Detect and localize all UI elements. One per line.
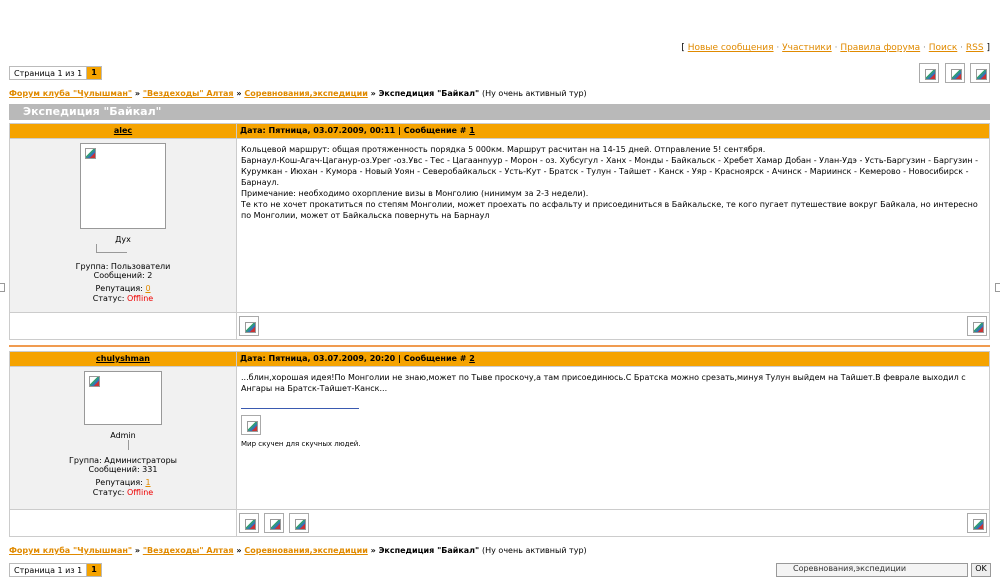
status-label: Статус: xyxy=(92,488,125,497)
nav-sep: · xyxy=(834,43,838,53)
broken-image-icon xyxy=(973,322,984,333)
breadcrumb-bottom xyxy=(9,546,587,555)
nav-new-messages-link[interactable]: Новые сообщения xyxy=(687,43,774,53)
pager-label: Страница 1 из 1 xyxy=(14,68,83,78)
nav-sep: · xyxy=(960,43,964,53)
broken-image-icon xyxy=(295,519,306,530)
website-button[interactable] xyxy=(289,513,309,533)
post-footer-left xyxy=(10,510,237,537)
avatar xyxy=(84,371,162,425)
status-value: Offline xyxy=(126,488,154,497)
user-info-panel xyxy=(10,367,237,510)
pager-top xyxy=(9,66,102,80)
post-date: Дата: Пятница, 03.07.2009, 20:20 xyxy=(240,354,396,363)
breadcrumb xyxy=(9,89,587,98)
user-group: Группа: Администраторы xyxy=(69,456,177,465)
status-label: Статус: xyxy=(92,294,125,303)
broken-image-icon xyxy=(85,148,96,159)
forum-jump-value: Соревнования,экспедиции xyxy=(793,564,907,573)
rank-image xyxy=(128,440,139,450)
pager-current-page[interactable]: 1 xyxy=(86,564,101,576)
post-footer-left xyxy=(10,313,237,340)
breadcrumb-current: Экспедиция "Байкал" xyxy=(378,546,480,555)
breadcrumb-subforum-link[interactable]: Соревнования,экспедиции xyxy=(244,546,368,555)
forum-jump-ok-button[interactable]: OK xyxy=(971,563,991,577)
signature-text: Мир скучен для скучных людей. xyxy=(241,440,361,448)
broken-image-icon xyxy=(247,421,258,432)
left-edge-handle xyxy=(0,283,5,292)
breadcrumb-sep: » xyxy=(236,546,242,555)
post-number-label: Сообщение # xyxy=(403,126,467,135)
post-date-cell: Дата: Пятница, 03.07.2009, 20:20 | Сообщение # 2 xyxy=(237,352,990,367)
post-separator xyxy=(9,345,990,347)
forum-jump-select[interactable] xyxy=(776,563,968,577)
post-date-cell: Дата: Пятница, 03.07.2009, 00:11 | Сообщение # 1 xyxy=(237,124,990,139)
nav-search-link[interactable]: Поиск xyxy=(928,43,958,53)
new-poll-button[interactable] xyxy=(945,63,965,83)
profile-button[interactable] xyxy=(239,513,259,533)
user-info-panel xyxy=(10,139,237,313)
broken-image-icon xyxy=(270,519,281,530)
pager-current-page[interactable]: 1 xyxy=(86,67,101,79)
broken-image-icon xyxy=(973,519,984,530)
avatar xyxy=(80,143,166,229)
pager-bottom xyxy=(9,563,102,577)
post-text-line: Барнаул-Кош-Агач-Цаганур-оз.Урег -оз.Увс - Тес - Цагаанnуур - Морон - оз. Хубсугул - Ханх - Монды - Байкальск - Хребет Хамар Добан - Улан-Удэ - Усть-Баргузин - Баргузин - Курумкан - Июхан - Кумора - Новый Уоян - Северобайкальск - Усть-Кут - Братск - Тулун - Тайшет - Канск - Уяр - Красноярск - Ачинск - Мариинск - Кемерово - Новосибирск - Барнаул. xyxy=(241,156,979,187)
post-1 xyxy=(9,123,990,340)
rank-image xyxy=(96,244,127,253)
post-text-line: Примечание: необходимо охорпление визы в Монголию (нинимум за 2-3 недели). xyxy=(241,189,589,198)
post-2 xyxy=(9,351,990,537)
right-edge-handle xyxy=(995,283,1000,292)
user-message-count: Сообщений: 331 xyxy=(88,465,158,474)
pager-label: Страница 1 из 1 xyxy=(14,565,83,575)
breadcrumb-section-link[interactable]: "Вездеходы" Алтая xyxy=(142,89,234,98)
breadcrumb-sep: » xyxy=(236,89,242,98)
breadcrumb-subforum-link[interactable]: Соревнования,экспедиции xyxy=(244,89,368,98)
breadcrumb-sep: » xyxy=(134,546,141,555)
topic-title-bar xyxy=(9,104,990,120)
post-author-cell xyxy=(10,352,237,367)
breadcrumb-description: (Ну очень активный тур) xyxy=(482,89,587,98)
breadcrumb-sep: » xyxy=(370,546,376,555)
reputation-link[interactable]: 1 xyxy=(145,478,151,487)
signature-divider xyxy=(241,408,359,409)
pm-button[interactable] xyxy=(264,513,284,533)
post-number-label: Сообщение # xyxy=(403,354,467,363)
post-body xyxy=(237,367,990,510)
broken-image-icon xyxy=(245,519,256,530)
broken-image-icon xyxy=(951,69,962,80)
post-footer-right xyxy=(237,313,990,340)
user-group: Группа: Пользователи xyxy=(75,262,171,271)
signature-image xyxy=(241,415,261,435)
breadcrumb-section-link[interactable]: "Вездеходы" Алтая xyxy=(142,546,234,555)
reply-button[interactable] xyxy=(970,63,990,83)
profile-button[interactable] xyxy=(239,316,259,336)
post-number-link[interactable]: 2 xyxy=(469,354,475,363)
reputation-link[interactable]: 0 xyxy=(145,284,151,293)
nav-bracket-close: ] xyxy=(986,43,990,53)
nav-rules-link[interactable]: Правила форума xyxy=(840,43,921,53)
nav-bracket-open: [ xyxy=(681,43,685,53)
post-text-line: Те кто не хочет прокатиться по степям Монголии, может проехать по асфальту и присоединиться в Байкальске, те кого пугает путешествие вокруг Байкала, но интересно по Монголии, может от Байкальска повернуть на Барнаул xyxy=(241,200,978,220)
post-number-link[interactable]: 1 xyxy=(469,126,475,135)
broken-image-icon xyxy=(89,376,100,387)
quote-button[interactable] xyxy=(967,513,987,533)
user-rank: Дух xyxy=(115,235,131,244)
broken-image-icon xyxy=(245,322,256,333)
post-author-cell xyxy=(10,124,237,139)
breadcrumb-sep: » xyxy=(134,89,141,98)
new-topic-button[interactable] xyxy=(919,63,939,83)
breadcrumb-description: (Ну очень активный тур) xyxy=(482,546,587,555)
broken-image-icon xyxy=(925,69,936,80)
post-author-link[interactable]: alec xyxy=(113,126,133,135)
reputation-label: Репутация: xyxy=(95,284,143,293)
broken-image-icon xyxy=(976,69,987,80)
post-text-line: ...блин,хорошая идея!По Монголии не знаю,может по Тыве проскочу,а там присоединюсь.С Братска можно срезать,минуя Тулун выйдем на Тайшет.В феврале выходил с Ангары на Братск-Тайшет-Канск... xyxy=(241,373,966,393)
post-footer-right xyxy=(237,510,990,537)
nav-sep: · xyxy=(776,43,780,53)
topic-title: Экспедиция "Байкал" xyxy=(23,105,162,118)
breadcrumb-sep: » xyxy=(370,89,376,98)
post-author-link[interactable]: chulyshman xyxy=(96,354,150,363)
top-navigation xyxy=(681,43,990,53)
user-rank: Admin xyxy=(110,431,136,440)
nav-members-link[interactable]: Участники xyxy=(782,43,832,53)
post-body xyxy=(237,139,990,313)
user-message-count: Сообщений: 2 xyxy=(93,271,153,280)
breadcrumb-forum-link[interactable]: Форум клуба "Чулышман" xyxy=(9,546,133,555)
breadcrumb-current: Экспедиция "Байкал" xyxy=(378,89,480,98)
reputation-label: Репутация: xyxy=(95,478,143,487)
status-value: Offline xyxy=(126,294,154,303)
post-text-line: Кольцевой маршрут: общая протяженность порядка 5 000км. Маршрут расчитан на 14-15 дней. Отправление 5! сентября. xyxy=(241,145,766,154)
breadcrumb-forum-link[interactable]: Форум клуба "Чулышман" xyxy=(9,89,133,98)
quote-button[interactable] xyxy=(967,316,987,336)
nav-sep: · xyxy=(923,43,926,53)
nav-rss-link[interactable]: RSS xyxy=(965,43,984,53)
post-date: Дата: Пятница, 03.07.2009, 00:11 xyxy=(240,126,396,135)
